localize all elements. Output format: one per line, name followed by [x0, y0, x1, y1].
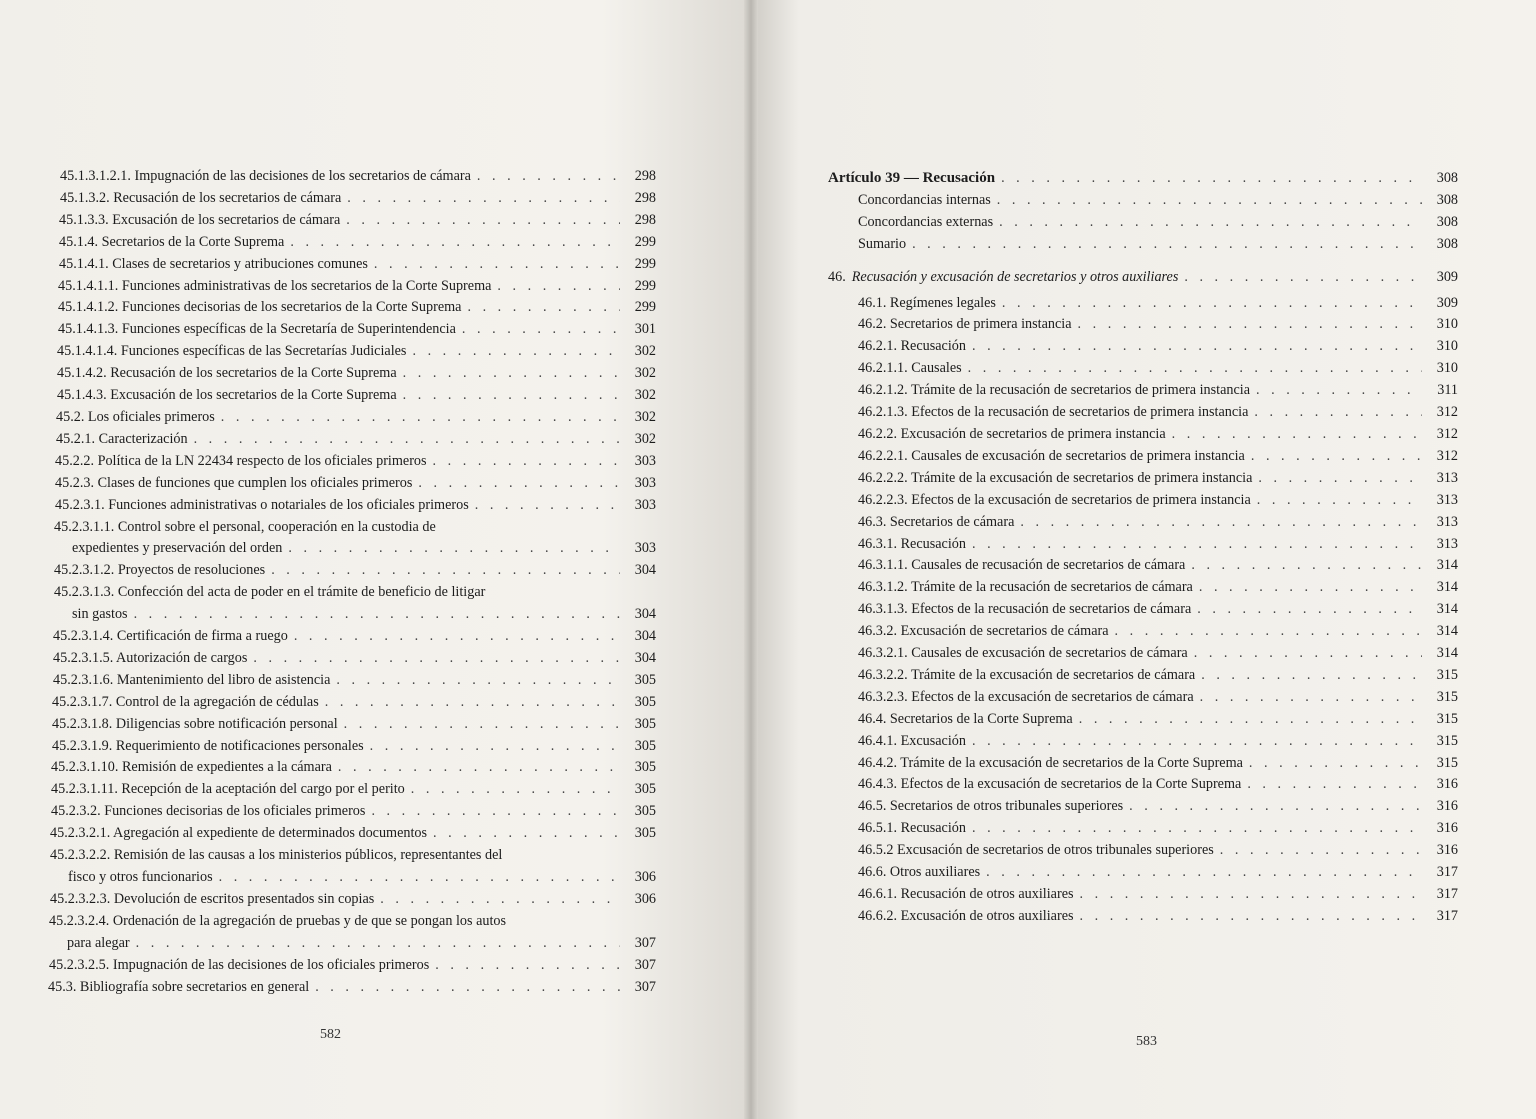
- entry-title: Concordancias externas: [858, 213, 994, 230]
- entry-title: 45.2.3.1.7. Control de la agregación de cédulas: [52, 693, 319, 710]
- dot-leader: [972, 818, 1422, 840]
- entry-title: 46.2. Secretarios de primera instancia: [858, 316, 1072, 333]
- dot-leader: [968, 358, 1422, 380]
- page-ref: 315: [1436, 688, 1458, 705]
- article-subs: [828, 190, 1458, 256]
- toc-entry: [828, 534, 1458, 556]
- dot-leader: [346, 210, 620, 232]
- dot-leader: [347, 188, 620, 210]
- toc-entry-multiline: [48, 517, 656, 561]
- dot-leader: [371, 801, 620, 823]
- entry-title: 45.2.3.1.11. Recepción de la aceptación del cargo por el perito: [51, 781, 405, 798]
- toc-entry: [54, 604, 656, 626]
- page-ref: 308: [1436, 170, 1458, 186]
- page-ref: 305: [634, 759, 656, 776]
- entry-title: 46.3.1.3. Efectos de la recusación de secretarios de cámara: [858, 601, 1192, 618]
- section-title: Recusación y excusación de secretarios y otros auxiliares: [851, 268, 1179, 285]
- dot-leader: [411, 779, 620, 801]
- page-ref: 316: [1436, 798, 1458, 815]
- entry-title: 45.3. Bibliografía sobre secretarios en general: [48, 978, 310, 995]
- dot-leader: [288, 538, 620, 560]
- page-ref: 301: [634, 321, 656, 338]
- dot-leader: [1191, 555, 1422, 577]
- entry-title: 45.2.3.1.2. Proyectos de resoluciones: [54, 562, 266, 579]
- toc-entry: [828, 293, 1458, 315]
- dot-leader: [1172, 424, 1422, 446]
- toc-entry: [54, 538, 656, 560]
- page-ref: 309: [1436, 268, 1458, 285]
- toc-entry: [48, 779, 656, 801]
- dot-leader: [136, 933, 620, 955]
- dot-leader: [999, 212, 1422, 234]
- page-ref: 310: [1436, 360, 1458, 377]
- toc-entry: [48, 823, 656, 845]
- page-ref: 303: [634, 474, 656, 491]
- page-ref: 306: [634, 869, 656, 885]
- entry-title: 46.5. Secretarios de otros tribunales superiores: [858, 798, 1124, 815]
- toc-entry: [828, 709, 1458, 731]
- page-ref: 311: [1437, 382, 1458, 399]
- dot-leader: [1080, 884, 1422, 906]
- entry-title: 45.1.4.1.3. Funciones específicas de la Secretaría de Superintendencia: [58, 321, 456, 338]
- page-ref: 315: [1436, 666, 1458, 683]
- toc-entry: [828, 796, 1458, 818]
- page-ref: 302: [634, 408, 656, 425]
- page-ref: 303: [634, 452, 656, 469]
- dot-leader: [1080, 906, 1422, 928]
- toc-entry: [48, 955, 656, 977]
- page-ref: 317: [1436, 886, 1458, 902]
- toc-entry: [828, 840, 1458, 862]
- toc-entry: [48, 626, 656, 648]
- dot-leader: [253, 648, 620, 670]
- page-ref: 316: [1436, 820, 1458, 837]
- entry-title: 45.2.3. Clases de funciones que cumplen los oficiales primeros: [55, 474, 413, 491]
- page-ref: 315: [1436, 710, 1458, 727]
- page-ref: 299: [634, 255, 656, 272]
- toc-entry: [828, 665, 1458, 687]
- toc-entry: [48, 297, 656, 319]
- page-ref: 308: [1436, 191, 1458, 208]
- dot-leader: [972, 731, 1422, 753]
- entry-title: 45.2.1. Caracterización: [56, 430, 188, 447]
- toc-entry: [828, 234, 1458, 256]
- toc-entry: [48, 736, 656, 758]
- page-ref: 307: [634, 978, 656, 995]
- entry-title: 46.2.1.2. Trámite de la recusación de secretarios de primera instancia: [858, 382, 1250, 399]
- page-ref: 304: [634, 606, 656, 623]
- page-number: 583: [1136, 1034, 1157, 1049]
- page-ref: 314: [1436, 579, 1458, 596]
- page-ref: 305: [634, 825, 656, 842]
- dot-leader: [380, 889, 620, 911]
- page-ref: 313: [1436, 469, 1458, 486]
- page-ref: 316: [1436, 776, 1458, 793]
- page-ref: 298: [634, 211, 656, 228]
- entry-title: 45.1.4.2. Recusación de los secretarios de la Corte Suprema: [57, 365, 397, 382]
- dot-leader: [403, 385, 620, 407]
- dot-leader: [997, 190, 1422, 212]
- entry-title: 45.1.3.3. Excusación de los secretarios de cámara: [59, 211, 341, 228]
- dot-leader: [1078, 314, 1422, 336]
- toc-entry: [48, 341, 656, 363]
- entry-title: 46.3.2.1. Causales de excusación de secretarios de cámara: [858, 645, 1188, 662]
- entry-title: 46.2.2.1. Causales de excusación de secretarios de primera instancia: [858, 447, 1245, 464]
- entry-title: sin gastos: [72, 606, 128, 623]
- page-ref: 310: [1436, 338, 1458, 355]
- toc-entry: [828, 468, 1458, 490]
- dot-leader: [912, 234, 1422, 256]
- left-page: [0, 0, 752, 1119]
- toc-entry-multiline: [48, 911, 656, 955]
- toc-entry: [48, 166, 656, 188]
- toc-entry: [828, 862, 1458, 884]
- dot-leader: [344, 714, 620, 736]
- dot-leader: [1257, 490, 1422, 512]
- dot-leader: [433, 451, 620, 473]
- entry-title: 45.1.4. Secretarios de la Corte Suprema: [59, 233, 285, 250]
- toc-entry: [828, 490, 1458, 512]
- entry-title: 45.1.3.2. Recusación de los secretarios de cámara: [60, 189, 342, 206]
- page-ref: 316: [1436, 842, 1458, 859]
- toc-entry: [48, 560, 656, 582]
- book-gutter: [744, 0, 758, 1119]
- dot-leader: [221, 407, 620, 429]
- page-ref: 310: [1436, 316, 1458, 333]
- page-ref: 317: [1436, 907, 1458, 924]
- dot-leader: [290, 232, 620, 254]
- page-ref: 306: [634, 890, 656, 907]
- page-ref: 315: [1436, 732, 1458, 749]
- dot-leader: [1079, 709, 1422, 731]
- entry-title: 45.1.3.1.2.1. Impugnación de las decisiones de los secretarios de cámara: [60, 168, 471, 184]
- dot-leader: [338, 757, 620, 779]
- dot-leader: [475, 495, 620, 517]
- dot-leader: [1200, 687, 1422, 709]
- entry-title: fisco y otros funcionarios: [68, 869, 213, 885]
- dot-leader: [1251, 446, 1422, 468]
- toc-entry: [828, 774, 1458, 796]
- dot-leader: [1220, 840, 1422, 862]
- toc-entry: [48, 363, 656, 385]
- page-ref: 298: [634, 189, 656, 206]
- entry-title: 45.2.3.2.4. Ordenación de la agregación de pruebas y de que se pongan los autos: [49, 912, 507, 929]
- toc-entry: [48, 495, 656, 517]
- toc-entry: [828, 512, 1458, 534]
- entry-title: 45.1.4.1.4. Funciones específicas de las Secretarías Judiciales: [57, 343, 407, 360]
- toc-entry: [828, 643, 1458, 665]
- toc-entry-multiline: [48, 582, 656, 626]
- section-heading: [828, 267, 1458, 289]
- entry-title: 45.2.3.2.3. Devolución de escritos presentados sin copias: [50, 890, 375, 907]
- entry-title: 46.2.2.2. Trámite de la excusación de secretarios de primera instancia: [858, 469, 1253, 486]
- entry-title: 46.6.1. Recusación de otros auxiliares: [858, 886, 1074, 902]
- toc-entry: [828, 621, 1458, 643]
- dot-leader: [1194, 643, 1422, 665]
- dot-leader: [497, 276, 620, 298]
- page-ref: 314: [1436, 601, 1458, 618]
- entry-title: 45.2.3.1.1. Control sobre el personal, cooperación en la custodia de: [54, 518, 436, 535]
- dot-leader: [986, 862, 1422, 884]
- toc-entry: [49, 933, 656, 955]
- toc-entry: [828, 731, 1458, 753]
- page-ref: 299: [634, 277, 656, 294]
- entry-title: 45.1.4.3. Excusación de los secretarios de la Corte Suprema: [57, 387, 397, 404]
- page-ref: 305: [634, 693, 656, 710]
- dot-leader: [194, 429, 620, 451]
- dot-leader: [1249, 753, 1422, 775]
- toc-entry: [828, 314, 1458, 336]
- entry-title: 45.2.3.1.9. Requerimiento de notificaciones personales: [52, 737, 364, 754]
- entry-title: 46.4.3. Efectos de la excusación de secretarios de la Corte Suprema: [858, 776, 1242, 793]
- page-ref: 313: [1436, 535, 1458, 552]
- entry-title: 45.1.4.1.2. Funciones decisorias de los secretarios de la Corte Suprema: [58, 299, 462, 316]
- toc-entry: [48, 210, 656, 232]
- page-ref: 302: [634, 387, 656, 404]
- dot-leader: [336, 670, 620, 692]
- article-heading: [828, 168, 1458, 190]
- page-ref: 302: [634, 343, 656, 360]
- toc-entry: [828, 212, 1458, 234]
- entry-title: 45.2.3.2.5. Impugnación de las decisiones de los oficiales primeros: [49, 956, 430, 973]
- toc-entry: [48, 670, 656, 692]
- page-number: 582: [320, 1027, 341, 1042]
- dot-leader: [467, 297, 620, 319]
- toc-entry: [48, 232, 656, 254]
- toc-entry: [828, 380, 1458, 402]
- dot-leader: [134, 604, 620, 626]
- dot-leader: [271, 560, 620, 582]
- right-toc: [828, 168, 1458, 928]
- toc-entry: [828, 402, 1458, 424]
- right-entries: [828, 293, 1458, 928]
- entry-title: 46.1. Regímenes legales: [858, 294, 996, 311]
- page-ref: 303: [634, 496, 656, 513]
- page-ref: 312: [1436, 404, 1458, 421]
- entry-title: 46.6.2. Excusación de otros auxiliares: [858, 907, 1074, 924]
- dot-leader: [1256, 380, 1422, 402]
- entry-title: 46.2.2.3. Efectos de la excusación de secretarios de primera instancia: [858, 491, 1251, 508]
- entry-title: 46.3.2. Excusación de secretarios de cámara: [858, 623, 1109, 640]
- toc-entry: [828, 906, 1458, 928]
- entry-title: 46.3.2.3. Efectos de la excusación de secretarios de cámara: [858, 688, 1194, 705]
- toc-entry: [48, 692, 656, 714]
- entry-title: 45.2.3.1.10. Remisión de expedientes a la cámara: [51, 759, 332, 776]
- page-ref: 302: [634, 365, 656, 382]
- entry-title: 46.4.2. Trámite de la excusación de secretarios de la Corte Suprema: [858, 754, 1243, 771]
- toc-entry: [48, 451, 656, 473]
- dot-leader: [370, 736, 620, 758]
- page-ref: 304: [634, 562, 656, 579]
- entry-title: 45.1.4.1. Clases de secretarios y atribuciones comunes: [59, 255, 368, 272]
- page-ref: 309: [1436, 294, 1458, 311]
- toc-entry: [48, 648, 656, 670]
- page-ref: 313: [1436, 491, 1458, 508]
- dot-leader: [1254, 402, 1422, 424]
- page-ref: 317: [1436, 864, 1458, 881]
- entry-title: 45.2. Los oficiales primeros: [56, 408, 215, 425]
- dot-leader: [1184, 267, 1422, 289]
- dot-leader: [1115, 621, 1422, 643]
- page-ref: 299: [634, 233, 656, 250]
- dot-leader: [325, 692, 620, 714]
- dot-leader: [1201, 665, 1422, 687]
- dot-leader: [433, 823, 620, 845]
- toc-entry: [48, 757, 656, 779]
- page-ref: 305: [634, 781, 656, 798]
- entry-title: 45.2.3.1.6. Mantenimiento del libro de asistencia: [53, 671, 331, 688]
- toc-entry: [828, 190, 1458, 212]
- entry-title: 46.3.1.2. Trámite de la recusación de secretarios de cámara: [858, 579, 1193, 596]
- dot-leader: [1001, 168, 1422, 190]
- toc-entry: [828, 555, 1458, 577]
- dot-leader: [219, 867, 620, 889]
- toc-entry: [828, 599, 1458, 621]
- dot-leader: [462, 319, 620, 341]
- toc-entry: [48, 276, 656, 298]
- page-ref: 299: [634, 299, 656, 316]
- entry-title: 46.2.1. Recusación: [858, 338, 966, 355]
- page-ref: 305: [634, 737, 656, 754]
- dot-leader: [315, 977, 620, 999]
- page-ref: 305: [634, 715, 656, 732]
- entry-title: 45.2.3.1.3. Confección del acta de poder en el trámite de beneficio de litigar: [54, 584, 486, 601]
- entry-title: 46.6. Otros auxiliares: [858, 864, 981, 881]
- entry-title: para alegar: [67, 934, 130, 951]
- toc-entry: [48, 977, 656, 999]
- page-ref: 298: [634, 168, 656, 184]
- page-ref: 305: [634, 803, 656, 820]
- entry-title: 46.4.1. Excusación: [858, 732, 966, 749]
- toc-entry: [828, 818, 1458, 840]
- toc-entry: [828, 336, 1458, 358]
- entry-title: expedientes y preservación del orden: [72, 540, 283, 557]
- toc-entry: [48, 429, 656, 451]
- entry-title: 45.2.3.2.1. Agregación al expediente de determinados documentos: [50, 825, 428, 842]
- page-ref: 307: [634, 934, 656, 951]
- toc-entry: [828, 358, 1458, 380]
- toc-entry: [48, 254, 656, 276]
- page-ref: 304: [634, 628, 656, 645]
- entry-title: 46.3.1. Recusación: [858, 535, 966, 552]
- entry-title: 46.5.2 Excusación de secretarios de otros tribunales superiores: [858, 842, 1214, 859]
- page-ref: 302: [634, 430, 656, 447]
- entry-title: 45.2.2. Política de la LN 22434 respecto de los oficiales primeros: [55, 452, 427, 469]
- entry-title: 45.2.3.1.4. Certificación de firma a ruego: [53, 628, 288, 645]
- page-ref: 314: [1436, 645, 1458, 662]
- entry-title: 46.3.2.2. Trámite de la excusación de secretarios de cámara: [858, 666, 1196, 683]
- dot-leader: [435, 955, 620, 977]
- dot-leader: [418, 473, 620, 495]
- entry-title: 45.2.3.1.8. Diligencias sobre notificación personal: [52, 715, 338, 732]
- dot-leader: [1258, 468, 1422, 490]
- dot-leader: [1020, 512, 1422, 534]
- dot-leader: [294, 626, 620, 648]
- page-ref: 314: [1436, 557, 1458, 574]
- dot-leader: [972, 534, 1422, 556]
- toc-entry: [48, 801, 656, 823]
- entry-title: 45.2.3.2.2. Remisión de las causas a los ministerios públicos, representantes del: [50, 847, 503, 864]
- dot-leader: [1199, 577, 1422, 599]
- dot-leader: [972, 336, 1422, 358]
- entry-title: 45.2.3.1. Funciones administrativas o notariales de los oficiales primeros: [55, 496, 469, 513]
- toc-entry: [48, 889, 656, 911]
- section-number: 46.: [828, 268, 846, 285]
- toc-entry: [828, 753, 1458, 775]
- toc-entry: [48, 385, 656, 407]
- toc-entry: [828, 424, 1458, 446]
- entry-title: 46.2.2. Excusación de secretarios de primera instancia: [858, 425, 1166, 442]
- page-ref: 307: [634, 956, 656, 973]
- page-ref: 315: [1436, 754, 1458, 771]
- dot-leader: [477, 166, 620, 188]
- toc-entry: [48, 319, 656, 341]
- toc-entry: [828, 577, 1458, 599]
- page-ref: 303: [634, 540, 656, 557]
- page-ref: 314: [1436, 623, 1458, 640]
- entry-title: 46.2.1.3. Efectos de la recusación de secretarios de primera instancia: [858, 404, 1249, 421]
- page-ref: 308: [1436, 235, 1458, 252]
- dot-leader: [374, 254, 620, 276]
- toc-entry: [48, 473, 656, 495]
- page-ref: 312: [1436, 425, 1458, 442]
- dot-leader: [1247, 774, 1422, 796]
- toc-entry: [828, 446, 1458, 468]
- entry-title: 45.2.3.2. Funciones decisorias de los oficiales primeros: [51, 803, 366, 820]
- toc-entry: [48, 407, 656, 429]
- entry-title: 46.2.1.1. Causales: [858, 360, 962, 377]
- entry-title: 46.3. Secretarios de cámara: [858, 513, 1015, 530]
- page-ref: 305: [634, 671, 656, 688]
- entry-title: 46.5.1. Recusación: [858, 820, 966, 837]
- page-ref: 304: [634, 649, 656, 666]
- toc-entry: [48, 714, 656, 736]
- toc-entry: [828, 687, 1458, 709]
- page-ref: 308: [1436, 213, 1458, 230]
- article-title: Artículo 39 — Recusación: [828, 170, 996, 186]
- page-ref: 312: [1436, 447, 1458, 464]
- entry-title: 46.4. Secretarios de la Corte Suprema: [858, 710, 1073, 727]
- dot-leader: [1197, 599, 1422, 621]
- entry-title: 45.2.3.1.5. Autorización de cargos: [53, 649, 248, 666]
- left-toc: [48, 166, 656, 998]
- entry-title: Sumario: [858, 235, 907, 252]
- toc-entry: [50, 867, 656, 889]
- dot-leader: [403, 363, 620, 385]
- toc-entry: [828, 884, 1458, 906]
- dot-leader: [1129, 796, 1422, 818]
- entry-title: 46.3.1.1. Causales de recusación de secretarios de cámara: [858, 557, 1186, 574]
- entry-title: Concordancias internas: [858, 191, 991, 208]
- dot-leader: [1002, 293, 1422, 315]
- toc-entry-multiline: [48, 845, 656, 889]
- dot-leader: [412, 341, 620, 363]
- page-ref: 313: [1436, 513, 1458, 530]
- entry-title: 45.1.4.1.1. Funciones administrativas de los secretarios de la Corte Suprema: [58, 277, 492, 294]
- toc-entry: [48, 188, 656, 210]
